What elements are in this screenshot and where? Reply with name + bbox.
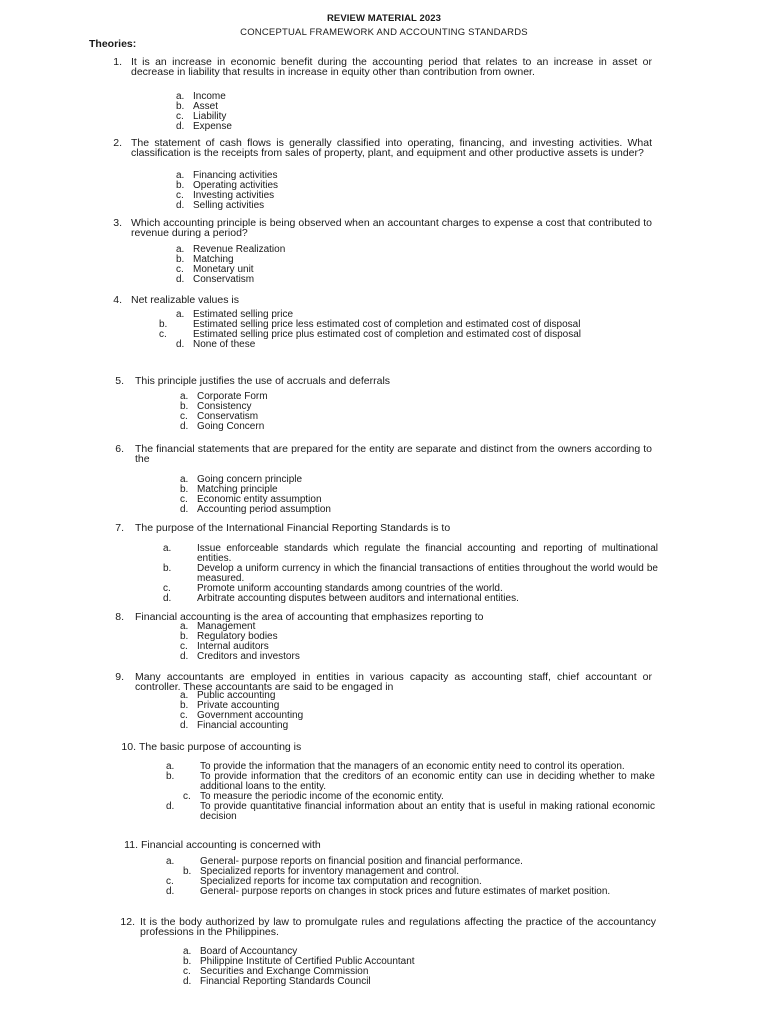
option-letter: d. (163, 593, 172, 604)
option-letter: c. (183, 791, 191, 802)
answer-options (176, 245, 646, 285)
option-text: To provide quantitative financial information about an entity that is useful in making rational economic decision (200, 801, 655, 822)
option-letter: d. (183, 976, 192, 987)
option-text: Estimated selling price plus estimated cost of completion and estimated cost of disposal (193, 329, 581, 340)
option-text: Revenue Realization (193, 244, 286, 255)
option-text: Management (197, 621, 256, 632)
document-subtitle: CONCEPTUAL FRAMEWORK AND ACCOUNTING STANDARDS (240, 27, 528, 38)
question-number: 8. (115, 611, 124, 623)
option-text: Financing activities (193, 170, 278, 181)
answer-options (159, 309, 646, 350)
answer-options (166, 856, 655, 897)
option-letter: a. (183, 946, 192, 957)
option-letter: c. (180, 710, 188, 721)
answer-option (176, 92, 646, 102)
option-text: Financial Reporting Standards Council (200, 976, 371, 987)
option-text: Estimated selling price less estimated cost of completion and estimated cost of disposal (193, 319, 581, 330)
option-text: Creditors and investors (197, 651, 300, 662)
option-letter: c. (180, 411, 188, 422)
answer-option (180, 721, 650, 731)
answer-options (180, 622, 650, 662)
option-letter: d. (176, 339, 185, 350)
option-letter: c. (163, 583, 171, 594)
option-text: Conservatism (197, 411, 259, 422)
answer-option (176, 112, 646, 122)
option-text: Regulatory bodies (197, 631, 278, 642)
option-text: Asset (193, 101, 219, 112)
option-text: Accounting period assumption (197, 504, 331, 515)
option-letter: a. (176, 170, 185, 181)
answer-option (176, 102, 646, 112)
option-letter: a. (176, 309, 185, 320)
option-letter: c. (166, 876, 174, 887)
answer-option (176, 201, 646, 211)
option-letter: c. (176, 264, 184, 275)
option-letter: b. (176, 254, 185, 265)
question-text: This principle justifies the use of accruals and deferrals (135, 375, 391, 387)
question-text: The financial statements that are prepared for the entity are separate and distinct from the owners according to the (135, 443, 652, 465)
option-text: Philippine Institute of Certified Public Accountant (200, 956, 415, 967)
question-number: 7. (115, 522, 124, 534)
answer-options (176, 92, 646, 132)
option-letter: d. (166, 886, 175, 897)
answer-option (176, 245, 646, 255)
option-text: None of these (193, 339, 256, 350)
option-letter: d. (180, 720, 189, 731)
option-text: Private accounting (197, 700, 280, 711)
option-text: General- purpose reports on changes in stock prices and future estimates of market position. (200, 886, 611, 897)
option-letter: c. (159, 329, 167, 340)
document-title: REVIEW MATERIAL 2023 (326, 13, 442, 24)
option-text: General- purpose reports on financial position and financial performance. (200, 856, 523, 867)
answer-options (176, 171, 646, 211)
option-text: Board of Accountancy (200, 946, 298, 957)
option-text: Public accounting (197, 690, 276, 701)
option-letter: c. (180, 641, 188, 652)
option-letter: a. (180, 621, 189, 632)
option-letter: d. (180, 504, 189, 515)
question-text: It is the body authorized by law to promulgate rules and regulations affecting the practice of the accountancy professions in the Philippines. (140, 916, 656, 938)
answer-option (180, 652, 650, 662)
answer-option (166, 886, 655, 897)
option-text: Consistency (197, 401, 252, 412)
option-text: Develop a uniform currency in which the financial transactions of entities throughout the world would be measured. (197, 563, 658, 584)
question-text: The statement of cash flows is generally classified into operating, financing, and investing activities. What classification is the receipts from sales of property, plant, and equipment and other productive assets is under? (131, 137, 652, 159)
question-number: 1. (113, 56, 122, 68)
answer-options (180, 475, 650, 515)
answer-option (176, 340, 646, 350)
option-text: Securities and Exchange Commission (200, 966, 369, 977)
option-letter: d. (180, 421, 189, 432)
option-letter: a. (176, 91, 185, 102)
option-letter: d. (176, 200, 185, 211)
question-number: 4. (113, 294, 122, 306)
option-letter: b. (180, 700, 189, 711)
option-text: Investing activities (193, 190, 275, 201)
question-number: 2. (113, 137, 122, 149)
option-text: Corporate Form (197, 391, 268, 402)
answer-option (180, 422, 650, 432)
question-number: 9. (115, 671, 124, 683)
option-text: Conservatism (193, 274, 255, 285)
question-text: Many accountants are employed in entities in various capacity as accounting staff, chief accountant or controller. These accountants are said to be engaged in (135, 671, 652, 693)
option-text: Going concern principle (197, 474, 303, 485)
answer-option (163, 543, 658, 564)
answer-options (180, 691, 650, 731)
question-text: The purpose of the International Financial Reporting Standards is to (135, 522, 451, 534)
option-text: Going Concern (197, 421, 265, 432)
option-text: Operating activities (193, 180, 279, 191)
option-letter: b. (159, 319, 168, 330)
option-text: Arbitrate accounting disputes between auditors and international entities. (197, 593, 519, 604)
question-number: 3. (113, 217, 122, 229)
question-text: It is an increase in economic benefit during the accounting period that relates to an increase in asset or decrease in liability that results in increase in equity other than contribution from owner. (131, 56, 652, 78)
answer-option (183, 977, 655, 987)
question-number: 6. (115, 443, 124, 455)
option-text: Liability (193, 111, 227, 122)
question-number: 5. (115, 375, 124, 387)
option-text: Estimated selling price (193, 309, 294, 320)
question-number: 12. (120, 916, 135, 928)
option-text: Financial accounting (197, 720, 289, 731)
option-letter: d. (176, 121, 185, 132)
option-letter: d. (180, 651, 189, 662)
option-letter: b. (183, 956, 192, 967)
option-text: To provide information that the creditors of an economic entity can use in deciding whether to make additional loans to the entity. (200, 771, 655, 792)
answer-option (166, 801, 655, 822)
answer-options (163, 543, 658, 604)
option-letter: c. (176, 190, 184, 201)
option-letter: a. (163, 543, 172, 554)
option-letter: a. (166, 856, 175, 867)
option-text: Economic entity assumption (197, 494, 322, 505)
question-number: 10. (121, 741, 136, 753)
answer-options (166, 761, 655, 822)
answer-option (163, 563, 658, 584)
answer-option (176, 122, 646, 132)
question-text: Which accounting principle is being observed when an accountant charges to expense a cost that contributed to revenue during a period? (131, 217, 652, 239)
answer-option (176, 275, 646, 285)
section-label-theories: Theories: (89, 38, 137, 50)
answer-options (180, 392, 650, 432)
option-text: To measure the periodic income of the economic entity. (200, 791, 444, 802)
option-text: Matching (193, 254, 234, 265)
option-letter: b. (176, 101, 185, 112)
option-letter: a. (180, 690, 189, 701)
option-letter: d. (166, 801, 175, 812)
option-letter: b. (176, 180, 185, 191)
question-number: 11. (124, 839, 138, 851)
option-letter: a. (180, 474, 189, 485)
answer-option (180, 505, 650, 515)
option-text: Matching principle (197, 484, 278, 495)
option-letter: b. (180, 401, 189, 412)
option-text: Internal auditors (197, 641, 269, 652)
option-text: Selling activities (193, 200, 265, 211)
option-letter: b. (180, 631, 189, 642)
option-letter: c. (176, 111, 184, 122)
answer-options (183, 947, 655, 987)
option-letter: a. (180, 391, 189, 402)
question-text: Financial accounting is the area of accounting that emphasizes reporting to (135, 611, 484, 623)
option-letter: b. (180, 484, 189, 495)
question-text: The basic purpose of accounting is (139, 741, 302, 753)
answer-option (163, 593, 658, 604)
option-letter: c. (180, 494, 188, 505)
option-text: To provide the information that the managers of an economic entity need to control its operation. (200, 761, 625, 772)
option-text: Income (193, 91, 226, 102)
option-text: Promote uniform accounting standards among countries of the world. (197, 583, 503, 594)
option-text: Issue enforceable standards which regulate the financial accounting and reporting of multinational entities. (197, 543, 658, 564)
option-letter: b. (183, 866, 192, 877)
option-text: Specialized reports for income tax computation and recognition. (200, 876, 482, 887)
option-letter: b. (166, 771, 175, 782)
option-letter: b. (163, 563, 172, 574)
option-letter: a. (176, 244, 185, 255)
option-letter: a. (166, 761, 175, 772)
option-text: Specialized reports for inventory management and control. (200, 866, 460, 877)
option-text: Monetary unit (193, 264, 254, 275)
option-text: Expense (193, 121, 232, 132)
question-text: Financial accounting is concerned with (141, 839, 321, 851)
answer-option (166, 771, 655, 792)
option-letter: d. (176, 274, 185, 285)
option-text: Government accounting (197, 710, 304, 721)
option-letter: c. (183, 966, 191, 977)
question-text: Net realizable values is (131, 294, 239, 306)
